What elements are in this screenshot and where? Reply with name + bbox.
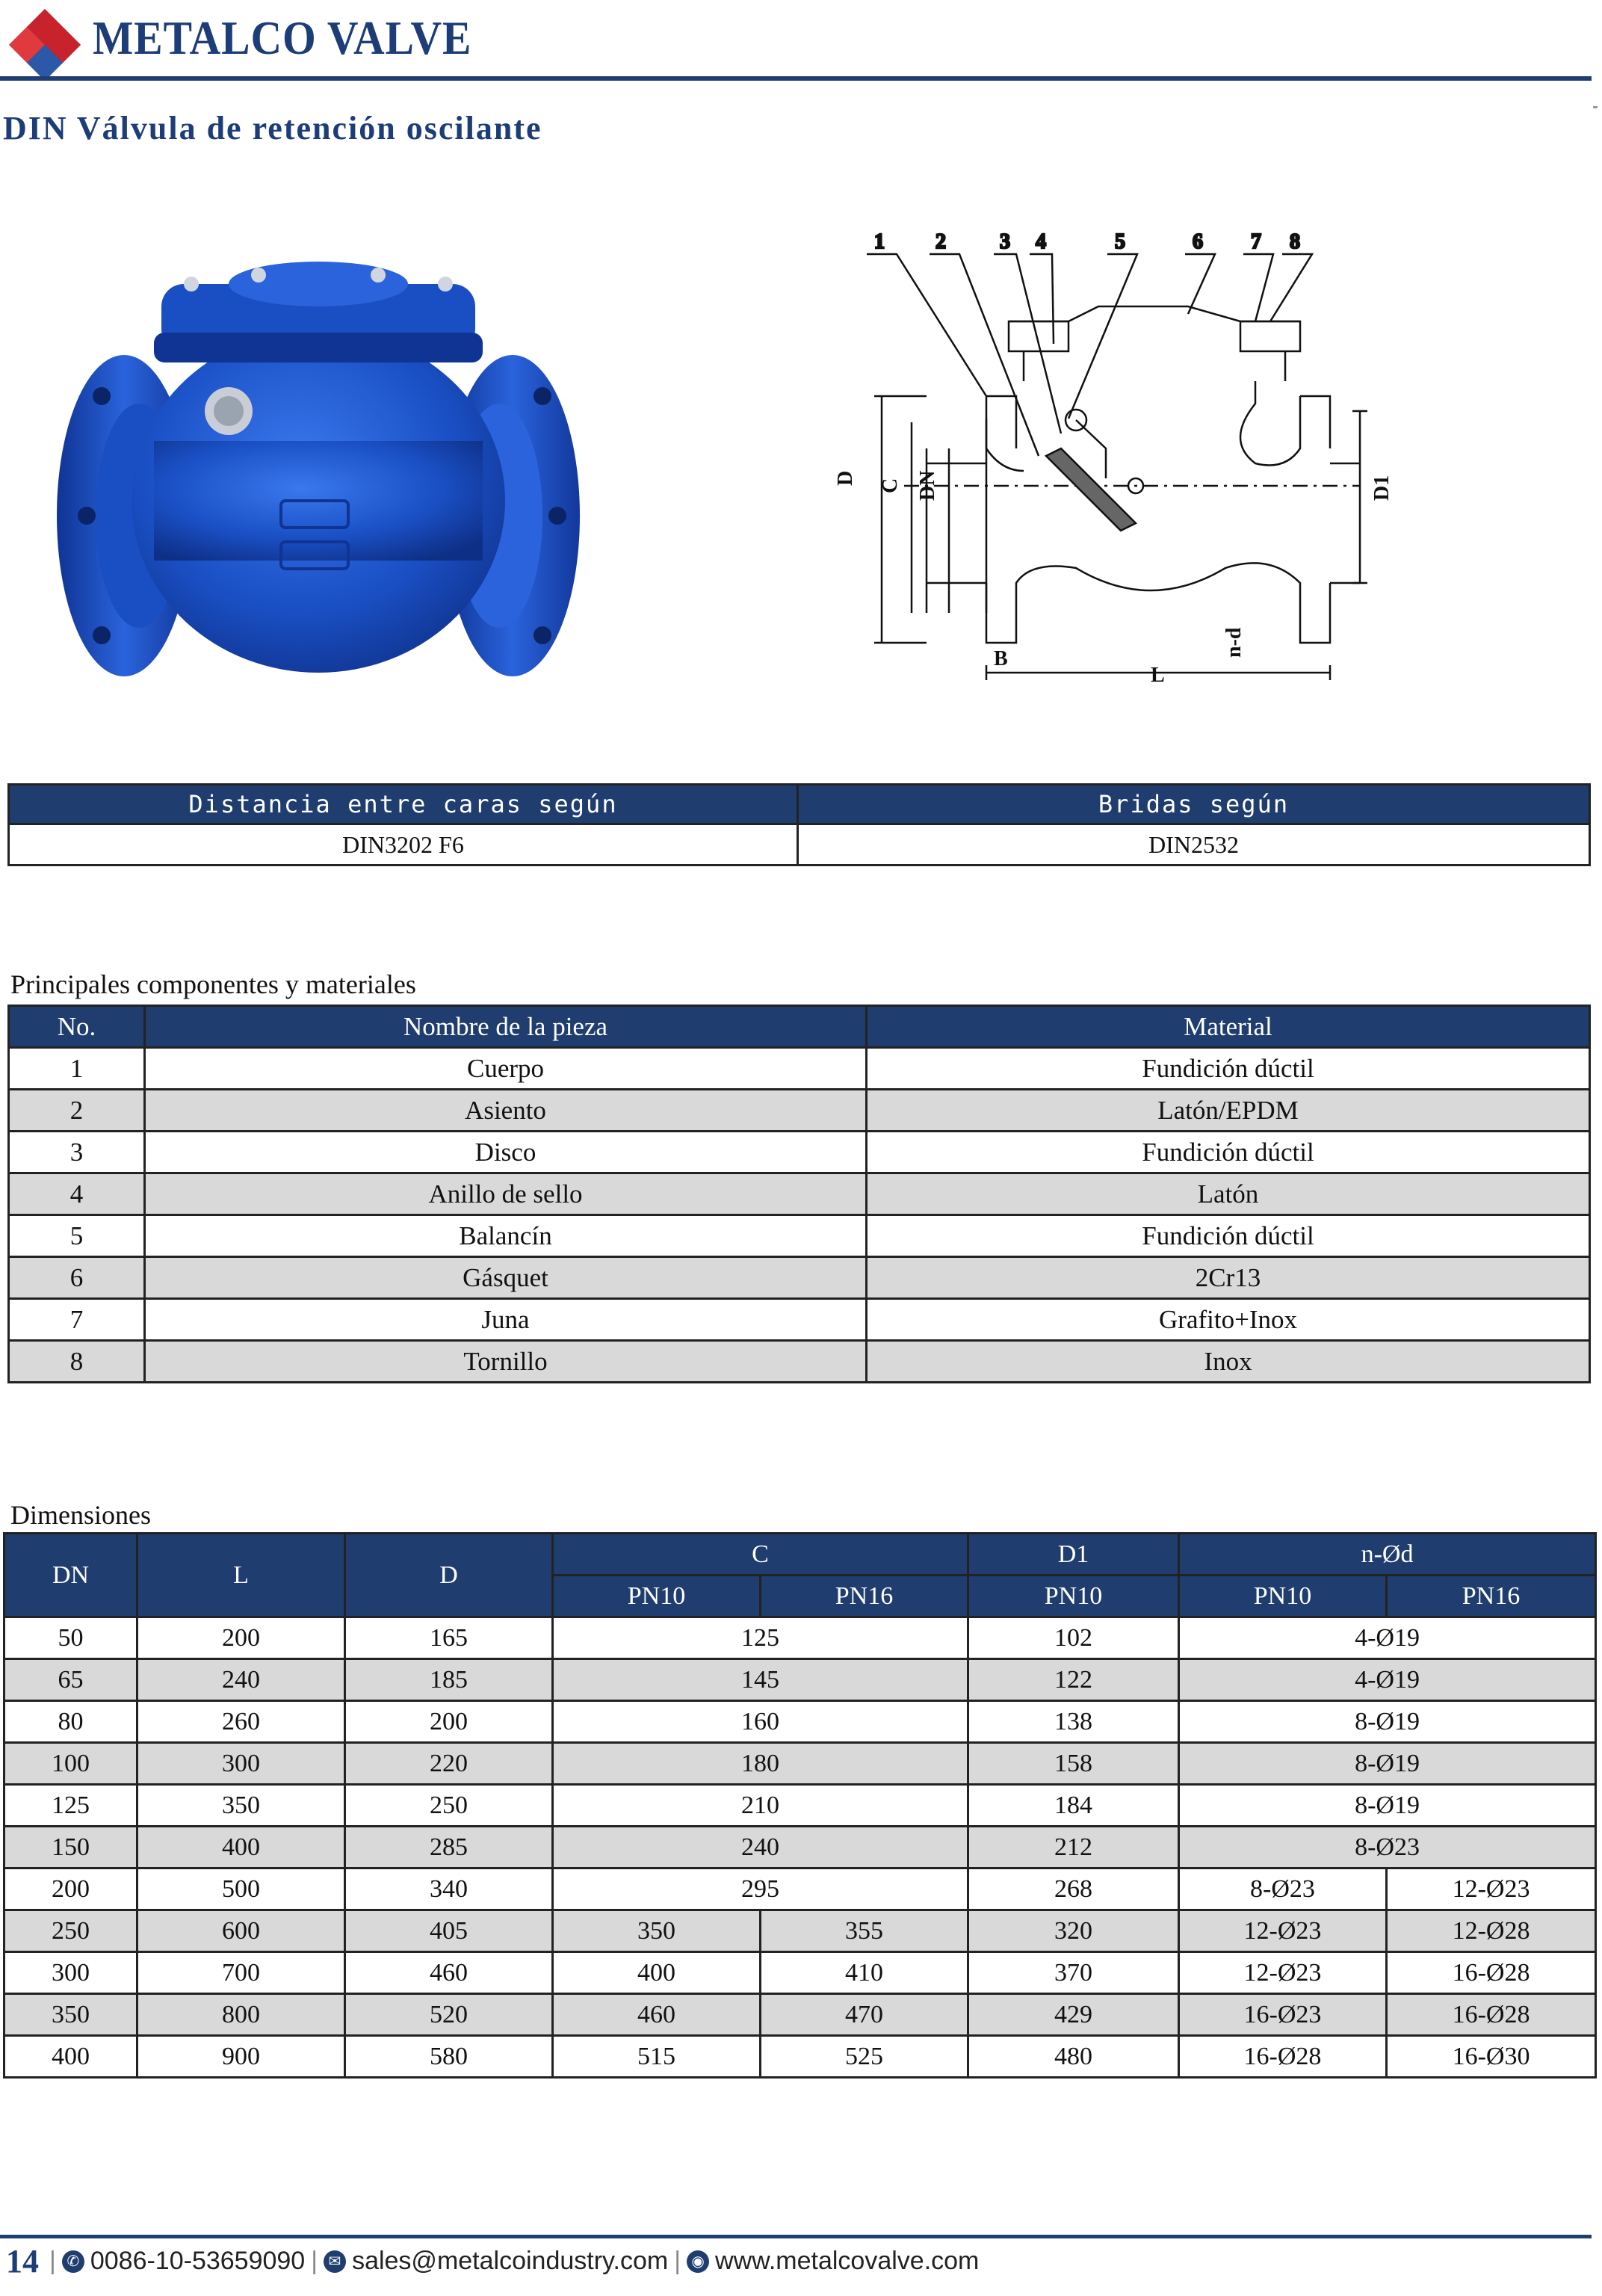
part-no: 2 <box>9 1090 145 1132</box>
table-row <box>9 1341 1590 1383</box>
c-pn16-cell: 410 <box>761 1952 968 1994</box>
balloon-5: 5 <box>1115 230 1125 253</box>
globe-icon: ◉ <box>687 2250 709 2273</box>
parts-section-label: Principales componentes y materiales <box>10 969 416 999</box>
d1-cell: 268 <box>968 1868 1179 1910</box>
part-name: Cuerpo <box>145 1048 867 1090</box>
d-cell: 250 <box>345 1785 553 1827</box>
d-cell: 185 <box>345 1659 553 1701</box>
balloon-7: 7 <box>1251 230 1261 253</box>
c-pn10-cell: 515 <box>553 2036 761 2078</box>
table-row <box>4 1910 1596 1952</box>
dn-cell: 80 <box>4 1701 137 1743</box>
footer-website[interactable]: www.metalcovalve.com <box>715 2247 980 2275</box>
dim-B: B <box>994 647 1008 670</box>
parts-header-no: No. <box>9 1006 145 1048</box>
nd-cell: 4-Ø19 <box>1179 1659 1596 1701</box>
nd-pn16-cell: 16-Ø28 <box>1387 1952 1596 1994</box>
table-row <box>4 1952 1596 1994</box>
balloon-8: 8 <box>1290 230 1300 253</box>
d-cell: 220 <box>345 1743 553 1785</box>
dims-header-nd-pn10: PN10 <box>1179 1576 1387 1617</box>
nd-cell: 8-Ø23 <box>1179 1827 1596 1868</box>
balloon-4: 4 <box>1036 230 1046 253</box>
nd-pn16-cell: 12-Ø23 <box>1387 1868 1596 1910</box>
nd-pn16-cell: 12-Ø28 <box>1387 1910 1596 1952</box>
nd-pn10-cell: 12-Ø23 <box>1179 1952 1387 1994</box>
nd-pn16-cell: 16-Ø30 <box>1387 2036 1596 2078</box>
page-title: DIN Válvula de retención oscilante <box>3 110 542 146</box>
part-no: 4 <box>9 1173 145 1215</box>
c-pn16-cell: 470 <box>761 1994 968 2036</box>
d-cell: 580 <box>345 2036 553 2078</box>
dim-L: L <box>1151 664 1165 687</box>
l-cell: 300 <box>137 1743 345 1785</box>
dims-section-label: Dimensiones <box>10 1500 151 1530</box>
table-row <box>9 1257 1590 1299</box>
part-name: Asiento <box>145 1090 867 1132</box>
standards-table <box>7 783 1591 866</box>
standards-header-flange: Bridas según <box>798 785 1590 824</box>
dn-cell: 250 <box>4 1910 137 1952</box>
l-cell: 240 <box>137 1659 345 1701</box>
dims-header-d1: D1 <box>968 1534 1179 1576</box>
dn-cell: 125 <box>4 1785 137 1827</box>
d-cell: 165 <box>345 1617 553 1659</box>
d1-cell: 212 <box>968 1827 1179 1868</box>
d-cell: 520 <box>345 1994 553 2036</box>
d1-cell: 370 <box>968 1952 1179 1994</box>
dimensions-table <box>3 1532 1597 2079</box>
table-row <box>4 2036 1596 2078</box>
dims-header-dn: DN <box>4 1534 137 1617</box>
d-cell: 460 <box>345 1952 553 1994</box>
table-row <box>9 1215 1590 1257</box>
header-rule <box>0 76 1592 81</box>
part-no: 7 <box>9 1299 145 1341</box>
nd-pn10-cell: 16-Ø28 <box>1179 2036 1387 2078</box>
footer-email[interactable]: sales@metalcoindustry.com <box>352 2247 669 2275</box>
dims-header-c-pn10: PN10 <box>553 1576 761 1617</box>
brand-name: METALCO VALVE <box>93 11 472 64</box>
dims-header-nd-pn16: PN16 <box>1387 1576 1596 1617</box>
dims-header-l: L <box>137 1534 345 1617</box>
balloon-1: 1 <box>874 230 885 253</box>
valve-drawing <box>834 224 1405 688</box>
dn-cell: 300 <box>4 1952 137 1994</box>
parts-header-name: Nombre de la pieza <box>145 1006 867 1048</box>
c-cell: 125 <box>553 1617 968 1659</box>
part-no: 5 <box>9 1215 145 1257</box>
part-name: Balancín <box>145 1215 867 1257</box>
d1-cell: 102 <box>968 1617 1179 1659</box>
dn-cell: 400 <box>4 2036 137 2078</box>
c-cell: 180 <box>553 1743 968 1785</box>
part-no: 6 <box>9 1257 145 1299</box>
d1-cell: 429 <box>968 1994 1179 2036</box>
d1-cell: 158 <box>968 1743 1179 1785</box>
balloon-2: 2 <box>935 230 946 253</box>
dims-header-c: C <box>553 1534 968 1576</box>
dn-cell: 150 <box>4 1827 137 1868</box>
logo-diamond-icon <box>6 6 84 84</box>
nd-pn10-cell: 16-Ø23 <box>1179 1994 1387 2036</box>
dn-cell: 200 <box>4 1868 137 1910</box>
d-cell: 405 <box>345 1910 553 1952</box>
c-pn10-cell: 460 <box>553 1994 761 2036</box>
dn-cell: 50 <box>4 1617 137 1659</box>
footer-phone: 0086-10-53659090 <box>90 2247 306 2275</box>
dn-cell: 350 <box>4 1994 137 2036</box>
c-cell: 145 <box>553 1659 968 1701</box>
part-material: Grafito+Inox <box>867 1299 1590 1341</box>
part-material: Fundición dúctil <box>867 1215 1590 1257</box>
part-name: Disco <box>145 1132 867 1173</box>
part-material: Fundición dúctil <box>867 1048 1590 1090</box>
nd-cell: 8-Ø19 <box>1179 1785 1596 1827</box>
l-cell: 350 <box>137 1785 345 1827</box>
table-row <box>4 1994 1596 2036</box>
dim-D1: D1 <box>1370 475 1394 501</box>
part-material: Latón/EPDM <box>867 1090 1590 1132</box>
d1-cell: 184 <box>968 1785 1179 1827</box>
part-name: Anillo de sello <box>145 1173 867 1215</box>
c-cell: 160 <box>553 1701 968 1743</box>
part-material: 2Cr13 <box>867 1257 1590 1299</box>
standards-header-face: Distancia entre caras según <box>9 785 798 824</box>
dim-D: D <box>834 470 857 486</box>
dims-header-d1-pn10: PN10 <box>968 1576 1179 1617</box>
dims-header-c-pn16: PN16 <box>761 1576 968 1617</box>
nd-pn10-cell: 12-Ø23 <box>1179 1910 1387 1952</box>
d-cell: 285 <box>345 1827 553 1868</box>
part-material: Inox <box>867 1341 1590 1383</box>
nd-pn10-cell: 8-Ø23 <box>1179 1868 1387 1910</box>
part-no: 8 <box>9 1341 145 1383</box>
part-no: 1 <box>9 1048 145 1090</box>
balloon-6: 6 <box>1193 230 1203 253</box>
l-cell: 260 <box>137 1701 345 1743</box>
nd-cell: 4-Ø19 <box>1179 1617 1596 1659</box>
header-tick <box>1593 106 1598 108</box>
d-cell: 340 <box>345 1868 553 1910</box>
dn-cell: 100 <box>4 1743 137 1785</box>
footer-rule <box>0 2235 1592 2238</box>
table-row <box>9 1048 1590 1090</box>
table-row <box>4 1743 1596 1785</box>
c-cell: 240 <box>553 1827 968 1868</box>
d1-cell: 122 <box>968 1659 1179 1701</box>
d1-cell: 138 <box>968 1701 1179 1743</box>
nd-pn16-cell: 16-Ø28 <box>1387 1994 1596 2036</box>
l-cell: 800 <box>137 1994 345 2036</box>
page-number: 14 <box>6 2243 39 2280</box>
dim-C: C <box>879 478 902 493</box>
table-row <box>9 1299 1590 1341</box>
l-cell: 400 <box>137 1827 345 1868</box>
c-pn16-cell: 355 <box>761 1910 968 1952</box>
c-pn10-cell: 350 <box>553 1910 761 1952</box>
part-no: 3 <box>9 1132 145 1173</box>
part-material: Latón <box>867 1173 1590 1215</box>
table-row <box>4 1617 1596 1659</box>
table-row <box>9 1090 1590 1132</box>
phone-icon: ✆ <box>62 2250 84 2273</box>
dim-n-d: n-d <box>1222 627 1246 658</box>
d1-cell: 320 <box>968 1910 1179 1952</box>
balloon-3: 3 <box>1000 230 1010 253</box>
c-pn16-cell: 525 <box>761 2036 968 2078</box>
dn-cell: 65 <box>4 1659 137 1701</box>
table-row <box>4 1659 1596 1701</box>
c-cell: 210 <box>553 1785 968 1827</box>
part-name: Tornillo <box>145 1341 867 1383</box>
l-cell: 600 <box>137 1910 345 1952</box>
footer: 14 | ✆ 0086-10-53659090 | ✉ sales@metalcoindustry.com | ◉ www.metalcovalve.com <box>6 2243 980 2280</box>
dims-header-d: D <box>345 1534 553 1617</box>
standards-flange-value: DIN2532 <box>798 824 1590 865</box>
parts-table <box>7 1004 1591 1383</box>
l-cell: 700 <box>137 1952 345 1994</box>
standards-face-value: DIN3202 F6 <box>9 824 798 865</box>
table-row <box>4 1701 1596 1743</box>
table-row <box>4 1868 1596 1910</box>
l-cell: 200 <box>137 1617 345 1659</box>
parts-header-material: Material <box>867 1006 1590 1048</box>
part-name: Juna <box>145 1299 867 1341</box>
nd-cell: 8-Ø19 <box>1179 1743 1596 1785</box>
l-cell: 500 <box>137 1868 345 1910</box>
c-cell: 295 <box>553 1868 968 1910</box>
part-name: Gásquet <box>145 1257 867 1299</box>
table-row <box>9 1173 1590 1215</box>
d-cell: 200 <box>345 1701 553 1743</box>
nd-cell: 8-Ø19 <box>1179 1701 1596 1743</box>
dims-header-nd: n-Ød <box>1179 1534 1596 1576</box>
dim-DN: DN <box>916 470 939 501</box>
valve-photo <box>42 254 595 680</box>
table-row <box>4 1827 1596 1868</box>
d1-cell: 480 <box>968 2036 1179 2078</box>
l-cell: 900 <box>137 2036 345 2078</box>
table-row <box>4 1785 1596 1827</box>
c-pn10-cell: 400 <box>553 1952 761 1994</box>
email-icon: ✉ <box>324 2250 346 2273</box>
part-material: Fundición dúctil <box>867 1132 1590 1173</box>
table-row <box>9 1132 1590 1173</box>
